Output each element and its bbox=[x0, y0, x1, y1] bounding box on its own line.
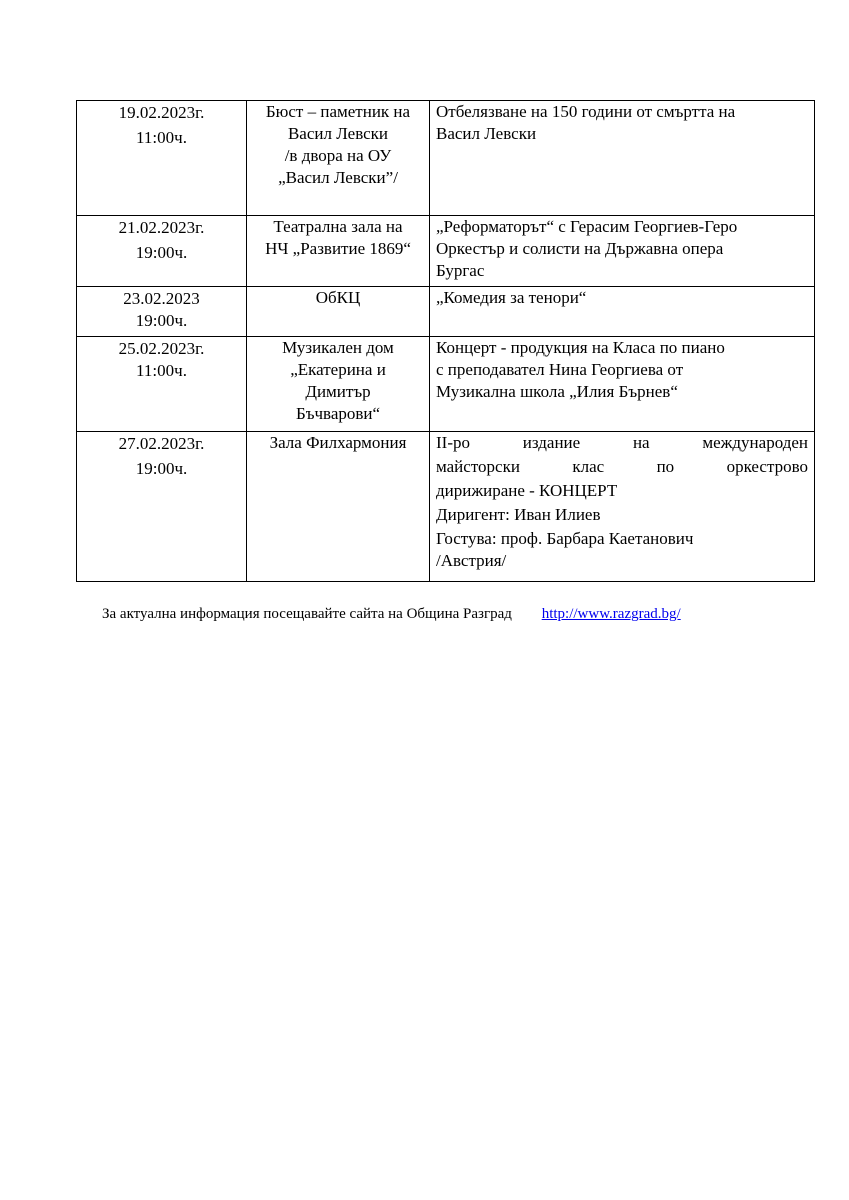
event-line: Бургас bbox=[436, 261, 485, 280]
event-line: /Австрия/ bbox=[436, 551, 507, 570]
event-date: 25.02.2023г. bbox=[118, 339, 205, 358]
event-line: „Реформаторът“ с Герасим Георгиев-Геро bbox=[436, 217, 738, 236]
event-line: Отбелязване на 150 години от смъртта на bbox=[436, 102, 736, 121]
event-line: Концерт - продукция на Класа по пиано bbox=[436, 338, 725, 357]
event-time: 11:00ч. bbox=[136, 361, 187, 380]
place-line: ОбКЦ bbox=[315, 288, 361, 307]
table-row bbox=[77, 287, 815, 337]
event-line: II-ро издание на международен bbox=[436, 433, 808, 452]
place-cell bbox=[247, 101, 430, 216]
event-line: с преподавател Нина Георгиева от bbox=[436, 360, 684, 379]
event-date: 27.02.2023г. bbox=[118, 434, 205, 453]
event-cell bbox=[430, 287, 815, 337]
website-link[interactable]: http://www.razgrad.bg/ bbox=[541, 606, 681, 622]
place-cell bbox=[247, 287, 430, 337]
date-cell bbox=[77, 287, 247, 337]
event-date: 21.02.2023г. bbox=[118, 218, 205, 237]
place-line: „Васил Левски”/ bbox=[278, 168, 398, 187]
table-row bbox=[77, 432, 815, 582]
place-line: Димитър bbox=[305, 382, 371, 401]
place-cell bbox=[247, 216, 430, 287]
place-cell bbox=[247, 432, 430, 582]
event-time: 19:00ч. bbox=[135, 459, 188, 478]
footer-note bbox=[102, 604, 681, 624]
event-line: Гостува: проф. Барбара Каетанович bbox=[436, 529, 694, 548]
event-date: 23.02.2023 bbox=[123, 289, 200, 308]
date-cell bbox=[77, 101, 247, 216]
event-cell bbox=[430, 216, 815, 287]
place-line: НЧ „Развитие 1869“ bbox=[265, 239, 411, 258]
table-row bbox=[77, 337, 815, 432]
place-line: Бъчварови“ bbox=[295, 404, 381, 423]
place-line: „Екатерина и bbox=[290, 360, 386, 379]
event-cell bbox=[430, 337, 815, 432]
place-line: Театрална зала на bbox=[273, 217, 403, 236]
event-line: Васил Левски bbox=[436, 124, 537, 143]
event-time: 19:00ч. bbox=[135, 243, 188, 262]
event-time: 11:00ч. bbox=[136, 128, 187, 147]
date-cell bbox=[77, 432, 247, 582]
place-line: Бюст – паметник на bbox=[265, 102, 411, 121]
event-line: Диригент: Иван Илиев bbox=[436, 505, 601, 524]
event-cell bbox=[430, 432, 815, 582]
table-row bbox=[77, 216, 815, 287]
place-line: Зала Филхармония bbox=[269, 433, 407, 452]
event-line: Музикална школа „Илия Бърнев“ bbox=[436, 382, 678, 401]
event-time: 19:00ч. bbox=[135, 311, 188, 330]
event-line: Оркестър и солисти на Държавна опера bbox=[436, 239, 724, 258]
table-row bbox=[77, 101, 815, 216]
place-cell bbox=[247, 337, 430, 432]
event-line: дирижиране - КОНЦЕРТ bbox=[436, 481, 618, 500]
date-cell bbox=[77, 216, 247, 287]
events-table bbox=[76, 100, 815, 582]
date-cell bbox=[77, 337, 247, 432]
event-date: 19.02.2023г. bbox=[118, 103, 205, 122]
place-line: /в двора на ОУ bbox=[284, 146, 392, 165]
place-line: Музикален дом bbox=[282, 338, 394, 357]
footer-text: За актуална информация посещавайте сайта на Община Разград bbox=[102, 606, 512, 622]
event-line: „Комедия за тенори“ bbox=[436, 288, 587, 307]
event-cell bbox=[430, 101, 815, 216]
place-line: Васил Левски bbox=[287, 124, 389, 143]
event-line: майсторски клас по оркестрово bbox=[436, 457, 808, 476]
